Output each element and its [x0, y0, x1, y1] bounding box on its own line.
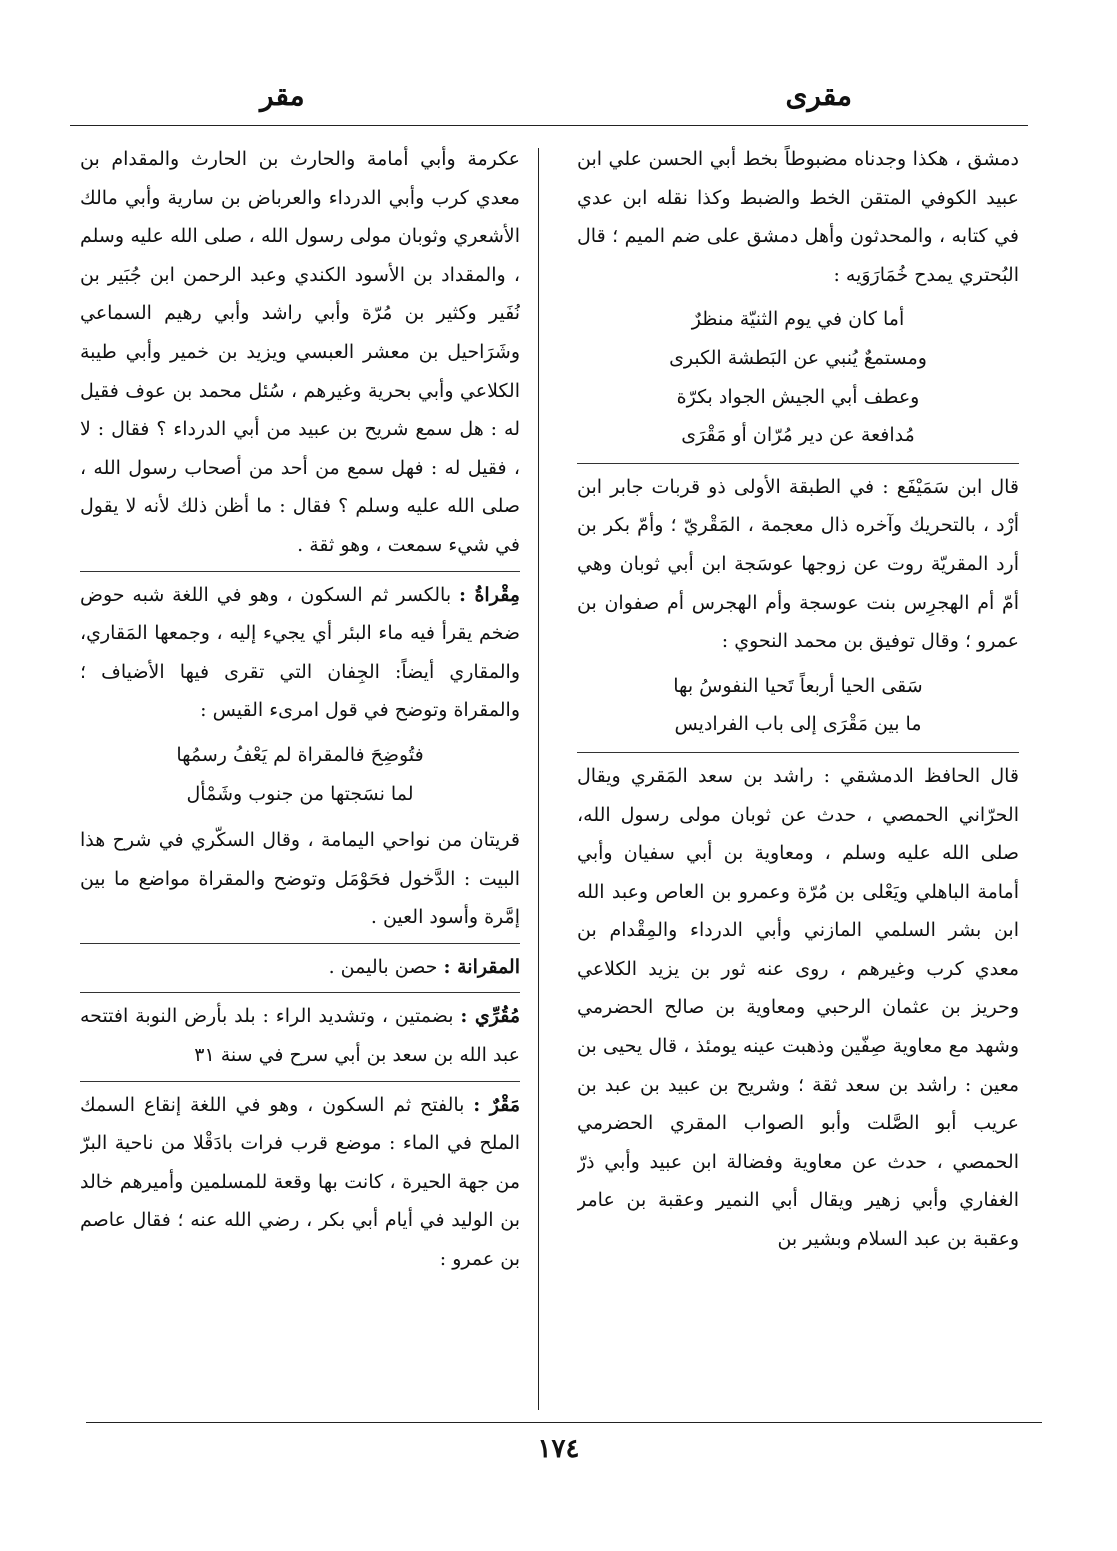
paragraph: قريتان من نواحي اليمامة ، وقال السكّري في شرح هذا البيت : الدَّخول فحَوْمَل وتوضح والمقراة مواضع ما بين إمَّرة وأسود العين .: [80, 829, 520, 929]
section-separator: [80, 571, 520, 572]
paragraph: قال ابن سَمَيْفَع : في الطبقة الأولى ذو قربات جابر ابن أرْد ، بالتحريك وآخره ذال معجمة ، المَقْريّ ؛ وأمّ بكر بن أرد المقريّة روت عن زوجها عوسَجة ابن أبي ثوبان وهي أمّ أم الهجرِس بنت عوسجة وأم الهجرس أم صفوان بن عمرو ؛ وقال توفيق بن محمد النحوي :: [577, 475, 1019, 653]
verse-line: ما بين مَقْرَى إلى باب الفراديس: [674, 713, 922, 736]
section-separator: [577, 463, 1019, 464]
entry-body: بالفتح ثم السكون ، وهو في اللغة إنقاع السمك الملح في الماء : موضع قرب فرات بادَقْلا من ناحية البرّ من جهة الحيرة ، كانت بها وقعة للمسلمين وأميرهم خالد بن الوليد في أيام أبي بكر ، رضي الله عنه ؛ فقال عاصم بن عمرو :: [80, 1093, 520, 1271]
page-number: ١٧٤: [537, 1434, 580, 1464]
section-separator: [80, 943, 520, 944]
running-header: [70, 78, 1032, 118]
dictionary-entry: [80, 948, 520, 987]
dictionary-entry: [80, 997, 520, 1074]
dictionary-entry: [80, 1086, 520, 1279]
entry-headword: المقرانة :: [443, 955, 520, 978]
footer-rule: [86, 1422, 1042, 1423]
verse-block: [577, 667, 1019, 744]
verse-line: مُدافعة عن دير مُرّان أو مَقْرَى: [681, 424, 915, 447]
paragraph: عكرمة وأبي أمامة والحارث بن الحارث والمقدام بن معدي كرب وأبي الدرداء والعرباض بن سارية وأبي مالك الأشعري وثوبان مولى رسول الله ، صلى الله عليه وسلم ، والمقداد بن الأسود الكندي وعبد الرحمن ابن جُبَير بن نُفَير وكثير بن مُرّة وأبي راشد وأبي رهيم السماعي وشَرَاحيل بن معشر العبسي ويزيد بن خمير وأبي طيبة الكلاعي وأبي بحرية وغيرهم ، سُئل محمد بن عوف فقيل له : هل سمع شريح بن عبيد من أبي الدرداء ؟ فقال : لا ، فقيل له : فهل سمع من أحد من أصحاب رسول الله ، صلى الله عليه وسلم ؟ فقال : ما أظن ذلك لأنه لا يقول في شيء سمعت ، وهو ثقة .: [80, 148, 520, 556]
verse-line: فتُوضِحَ فالمقراة لم يَعْفُ رسمُها: [176, 743, 424, 766]
section-separator: [80, 992, 520, 993]
entry-headword: مَقْرٌ :: [473, 1093, 520, 1116]
paragraph: قال الحافظ الدمشقي : راشد بن سعد المَقري ويقال الحرّاني الحمصي ، حدث عن ثوبان مولى رسول الله، صلى الله عليه وسلم ، ومعاوية بن أبي سفيان وأبي أمامة الباهلي ويَعْلى بن مُرّة وعمرو بن العاص وعبد الله ابن بشر السلمي المازني وأبي الدرداء والمِقْدام بن معدي كرب وغيرهم ، روى عنه ثور بن يزيد الكلاعي وحريز بن عثمان الرحبي ومعاوية بن صالح الحضرمي وشهد مع معاوية صِفّين وذهبت عينه يومئذ ، قال يحيى بن معين : راشد بن سعد ثقة ؛ وشريح بن عبيد بن عبد بن عريب أبو الصَّلت وأبو الصواب المقري الحضرمي الحمصي ، حدث عن معاوية وفضالة ابن عبيد وأبي ذرّ الغفاري وأبي زهير ويقال أبي النمير وعقبة بن عامر وعقبة بن عبد السلام وبشير بن: [577, 764, 1019, 1251]
dictionary-entry: [80, 576, 520, 730]
verse-line: أما كان في يوم الثنيّة منظرٌ: [691, 308, 905, 331]
verse-line: وعطف أبي الجيش الجواد بكرّة: [676, 385, 920, 408]
left-column: [80, 140, 520, 1415]
section-separator: [80, 1081, 520, 1082]
verse-line: ومستمعٌ يُنبي عن البَطشة الكبرى: [669, 346, 927, 369]
right-column: [577, 140, 1019, 1415]
verse-line: سَقى الحيا أربعاً تَحيا النفوسُ بها: [673, 674, 923, 697]
header-keyword-right: مقرى: [785, 79, 852, 112]
paragraph: دمشق ، هكذا وجدناه مضبوطاً بخط أبي الحسن علي ابن عبيد الكوفي المتقن الخط والضبط وكذا نقله ابن عدي في كتابه ، والمحدثون وأهل دمشق على ضم الميم ؛ قال البُحتري يمدح خُمَارَوَيه :: [577, 148, 1019, 286]
entry-body: بضمتين ، وتشديد الراء : بلد بأرض النوبة افتتحه عبد الله بن سعد بن أبي سرح في سنة ٣١: [80, 1005, 520, 1067]
header-rule: [70, 125, 1028, 126]
verse-block: [577, 300, 1019, 454]
verse-block: [80, 736, 520, 813]
entry-body: حصن باليمن .: [328, 955, 438, 978]
verse-line: لما نسَجتها من جنوب وشَمْأل: [186, 782, 414, 805]
entry-headword: مِقْراةُ :: [459, 583, 520, 606]
entry-headword: مُقُرِّي :: [460, 1005, 520, 1028]
section-separator: [577, 752, 1019, 753]
header-keyword-left: مقر: [260, 79, 305, 112]
column-divider: [538, 148, 539, 1410]
entry-body: بالكسر ثم السكون ، وهو في اللغة شبه حوض ضخم يقرأ فيه ماء البئر أي يجيء إليه ، وجمعها المَقاري، والمقاري أيضاً: الجِفان التي تقرى فيها الأضياف ؛ والمقراة وتوضح في قول امرىء القيس :: [80, 583, 520, 722]
